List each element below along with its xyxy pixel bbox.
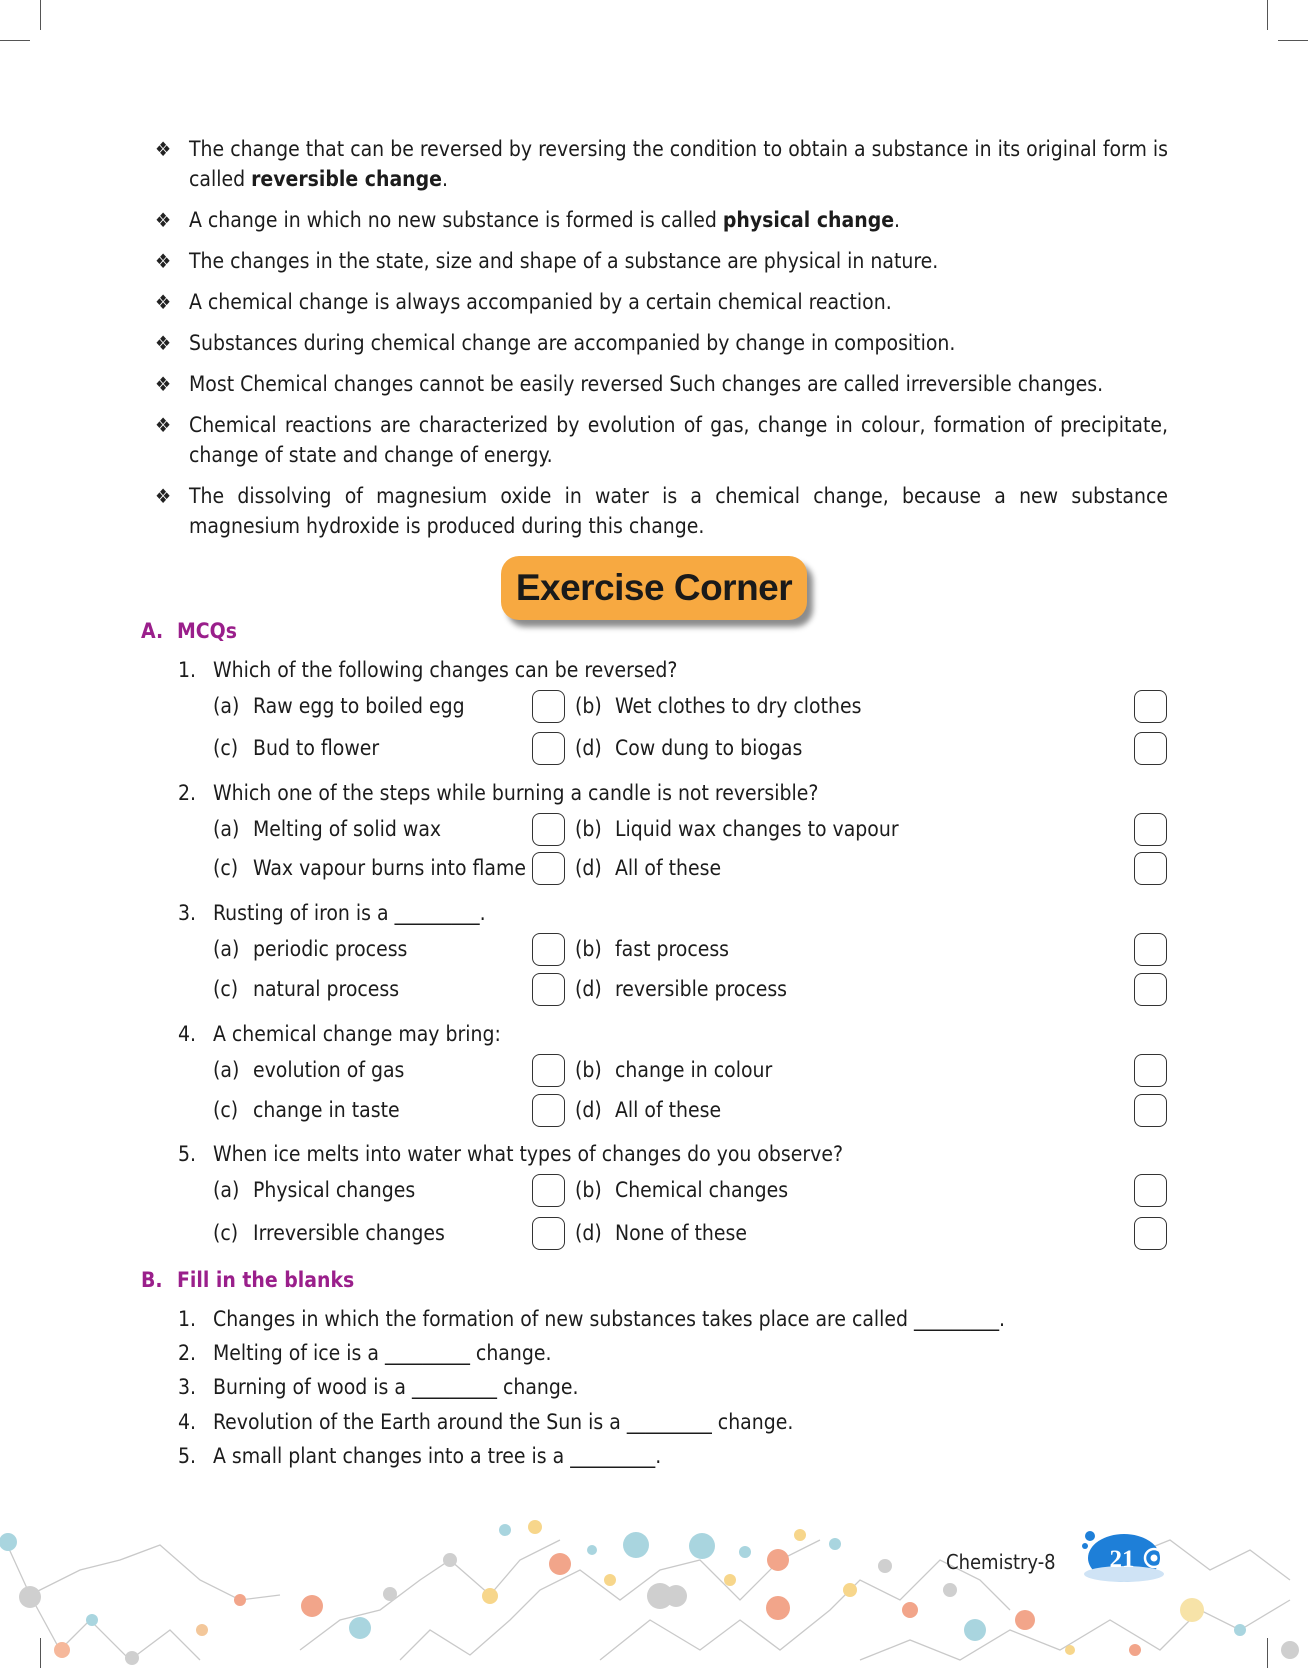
crop-mark (1278, 40, 1308, 41)
mcq-option: (c) Wax vapour burns into flame (213, 856, 527, 880)
page-number-badge-icon (1078, 1524, 1168, 1586)
mcq-question: 1. Which of the following changes can be reversed? (178, 658, 678, 682)
answer-checkbox[interactable] (1134, 1094, 1167, 1127)
summary-point: ❖ The changes in the state, size and shape of a substance are physical in nature. (155, 246, 1168, 276)
mcq-option: (c) change in taste (213, 1098, 400, 1122)
summary-point: ❖ The dissolving of magnesium oxide in water is a chemical change, because a new substance magnesium hydroxide is produced during this change. (155, 481, 1168, 541)
answer-checkbox[interactable] (532, 1217, 565, 1250)
mcq-option: (d) All of these (575, 1098, 722, 1122)
answer-checkbox[interactable] (1134, 933, 1167, 966)
answer-checkbox[interactable] (532, 933, 565, 966)
diamond-bullet-icon: ❖ (155, 137, 172, 161)
diamond-bullet-icon: ❖ (155, 331, 172, 355)
section-a-heading: A. MCQs (141, 619, 237, 643)
mcq-question: 2. Which one of the steps while burning a candle is not reversible? (178, 781, 819, 805)
answer-checkbox[interactable] (532, 1054, 565, 1087)
answer-checkbox[interactable] (532, 973, 565, 1006)
diamond-bullet-icon: ❖ (155, 290, 172, 314)
mcq-option: (c) Bud to flower (213, 736, 380, 760)
mcq-option: (b) Wet clothes to dry clothes (575, 694, 862, 718)
answer-checkbox[interactable] (532, 690, 565, 723)
summary-point: ❖ A change in which no new substance is formed is called physical change. (155, 205, 1168, 235)
summary-point: ❖ The change that can be reversed by reversing the condition to obtain a substance in its original form is called reversible change. (155, 134, 1168, 194)
crop-mark (0, 40, 30, 41)
answer-checkbox[interactable] (532, 1174, 565, 1207)
exercise-corner-banner: Exercise Corner (501, 556, 807, 620)
diamond-bullet-icon: ❖ (155, 372, 172, 396)
diamond-bullet-icon: ❖ (155, 249, 172, 273)
mcq-option: (b) fast process (575, 937, 730, 961)
diamond-bullet-icon: ❖ (155, 413, 172, 437)
mcq-question: 5. When ice melts into water what types of changes do you observe? (178, 1142, 843, 1166)
mcq-option: (a) Melting of solid wax (213, 817, 442, 841)
mcq-option: (a) periodic process (213, 937, 408, 961)
answer-checkbox[interactable] (1134, 1174, 1167, 1207)
answer-checkbox[interactable] (532, 852, 565, 885)
summary-point: ❖ A chemical change is always accompanied by a certain chemical reaction. (155, 287, 1168, 317)
section-b-heading: B. Fill in the blanks (141, 1268, 355, 1292)
mcq-option: (c) Irreversible changes (213, 1221, 445, 1245)
fill-blank-item: 2. Melting of ice is a _________ change. (178, 1341, 552, 1365)
crop-mark (1267, 0, 1268, 30)
answer-checkbox[interactable] (1134, 973, 1167, 1006)
mcq-question: 3. Rusting of iron is a _________. (178, 901, 486, 925)
summary-list (155, 134, 1168, 552)
mcq-option: (a) Physical changes (213, 1178, 416, 1202)
page-number: 21 (1109, 1546, 1135, 1573)
mcq-question: 4. A chemical change may bring: (178, 1022, 501, 1046)
answer-checkbox[interactable] (532, 813, 565, 846)
mcq-option: (d) reversible process (575, 977, 788, 1001)
crop-mark (40, 0, 41, 30)
mcq-option: (d) None of these (575, 1221, 747, 1245)
diamond-bullet-icon: ❖ (155, 484, 172, 508)
answer-checkbox[interactable] (1134, 1054, 1167, 1087)
mcq-option: (b) Chemical changes (575, 1178, 789, 1202)
fill-blank-item: 1. Changes in which the formation of new substances takes place are called _________. (178, 1307, 1006, 1331)
fill-blank-item: 4. Revolution of the Earth around the Sun is a _________ change. (178, 1410, 794, 1434)
answer-checkbox[interactable] (1134, 852, 1167, 885)
fill-blank-item: 3. Burning of wood is a _________ change. (178, 1375, 579, 1399)
mcq-option: (d) Cow dung to biogas (575, 736, 803, 760)
summary-point: ❖ Most Chemical changes cannot be easily reversed Such changes are called irreversible changes. (155, 369, 1168, 399)
answer-checkbox[interactable] (532, 1094, 565, 1127)
answer-checkbox[interactable] (1134, 690, 1167, 723)
mcq-option: (b) Liquid wax changes to vapour (575, 817, 899, 841)
mcq-option: (b) change in colour (575, 1058, 773, 1082)
mcq-option: (a) evolution of gas (213, 1058, 405, 1082)
diamond-bullet-icon: ❖ (155, 208, 172, 232)
summary-point: ❖ Chemical reactions are characterized by evolution of gas, change in colour, formation of precipitate, change of state and change of energy. (155, 410, 1168, 470)
subject-label: Chemistry-8 (946, 1550, 1056, 1574)
answer-checkbox[interactable] (532, 732, 565, 765)
answer-checkbox[interactable] (1134, 1217, 1167, 1250)
answer-checkbox[interactable] (1134, 732, 1167, 765)
mcq-option: (c) natural process (213, 977, 400, 1001)
summary-point: ❖ Substances during chemical change are accompanied by change in composition. (155, 328, 1168, 358)
answer-checkbox[interactable] (1134, 813, 1167, 846)
mcq-option: (d) All of these (575, 856, 722, 880)
fill-blank-item: 5. A small plant changes into a tree is a _________. (178, 1444, 662, 1468)
mcq-option: (a) Raw egg to boiled egg (213, 694, 465, 718)
